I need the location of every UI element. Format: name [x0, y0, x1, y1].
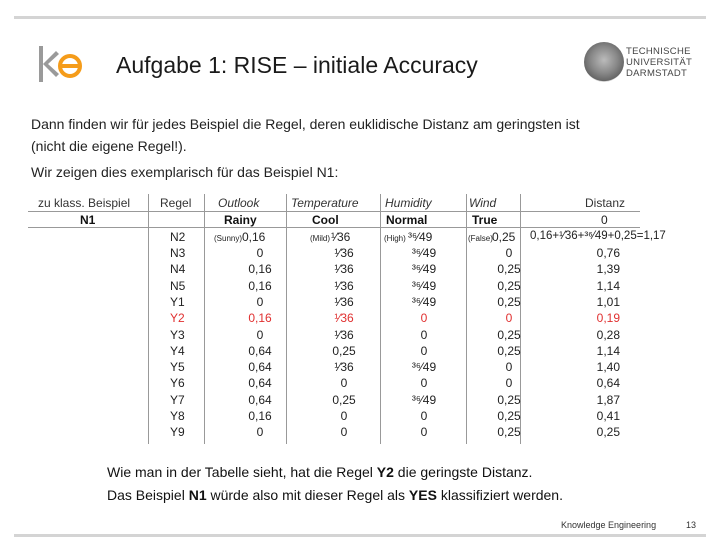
conclusion-line-2	[107, 487, 563, 503]
wind-cell: 0,25	[497, 278, 521, 293]
outlook-cell: 0,64	[248, 360, 272, 375]
temperature-cell: ¹⁄36	[334, 311, 354, 326]
wind-cell: 0	[505, 360, 513, 375]
distance-cell: 0,19	[596, 311, 620, 326]
humidity-annotation: (High)	[384, 234, 406, 243]
temperature-cell: ¹⁄36	[334, 327, 354, 342]
wind-cell: 0,25	[497, 343, 521, 358]
distance-cell: 1,39	[596, 262, 620, 277]
example-distance: 0	[601, 213, 608, 227]
rule-cell: Y9	[170, 425, 185, 440]
example-outlook: Rainy	[224, 213, 257, 227]
example-temperature: Cool	[312, 213, 339, 227]
wind-cell: 0,25	[497, 425, 521, 440]
header-temperature: Temperature	[291, 196, 359, 210]
conclusion-text: würde also mit dieser Regel als	[206, 487, 409, 503]
temperature-annotation: (Mild)	[310, 234, 330, 243]
temperature-cell: ¹⁄36	[334, 360, 354, 375]
example-divider	[28, 227, 640, 228]
tu-darmstadt-logo	[584, 40, 708, 90]
temperature-cell: ¹⁄36	[331, 230, 351, 244]
outlook-cell: 0,64	[248, 376, 272, 391]
rule-cell: N2	[170, 230, 186, 244]
humidity-cell: 0	[420, 409, 428, 423]
outlook-cell: 0,16	[242, 230, 266, 244]
example-wind: True	[472, 213, 498, 227]
column-divider	[148, 194, 149, 444]
outlook-cell: 0	[256, 246, 264, 260]
humidity-cell: ³⁶⁄49	[411, 392, 437, 407]
humidity-cell: ³⁶⁄49	[411, 262, 437, 277]
header-outlook: Outlook	[218, 196, 260, 210]
humidity-cell: 0	[420, 343, 428, 358]
humidity-cell: ³⁶⁄49	[411, 294, 437, 309]
temperature-cell: 0	[340, 376, 348, 391]
university-seal-icon	[584, 42, 624, 82]
temperature-cell: ¹⁄36	[334, 278, 354, 293]
temperature-cell: ¹⁄36	[334, 262, 354, 277]
header-distance: Distanz	[585, 196, 626, 210]
conclusion-line-1	[107, 464, 532, 480]
ke-logo	[36, 44, 86, 84]
conclusion-rule: Y2	[376, 464, 394, 480]
rule-cell: Y3	[170, 327, 185, 342]
rule-cell: N5	[170, 278, 186, 293]
temperature-cell: 0,25	[332, 343, 356, 358]
distance-cell: 1,14	[596, 343, 620, 358]
humidity-cell: ³⁶⁄49	[408, 230, 433, 244]
top-bar	[14, 16, 706, 19]
humidity-cell: ³⁶⁄49	[411, 246, 437, 260]
example-humidity: Normal	[386, 213, 428, 227]
distance-cell: 0,28	[596, 327, 620, 342]
distance-formula: 0,16+¹⁄36+³⁶⁄49+0,25=1,17	[530, 230, 666, 242]
wind-annotation: (False)	[468, 234, 493, 243]
wind-cell: 0	[505, 311, 513, 326]
rule-cell: N4	[170, 262, 186, 277]
rule-cell: Y7	[170, 392, 185, 407]
distance-table	[28, 194, 666, 446]
distance-cell: 1,01	[596, 294, 620, 309]
humidity-cell: ³⁶⁄49	[411, 278, 437, 293]
wind-cell: 0	[505, 246, 513, 260]
humidity-cell: 0	[420, 311, 428, 326]
wind-cell: 0,25	[497, 294, 521, 309]
conclusion-example: N1	[188, 487, 207, 503]
conclusion-text: klassifiziert werden.	[436, 487, 563, 503]
column-divider	[466, 194, 467, 444]
humidity-cell: ³⁶⁄49	[411, 360, 437, 375]
page-number: 13	[686, 520, 697, 530]
page-title: Aufgabe 1: RISE – initiale Accuracy	[116, 52, 478, 78]
temperature-cell: 0	[340, 425, 348, 440]
outlook-cell: 0,16	[248, 278, 272, 293]
footer-label: Knowledge Engineering	[561, 520, 657, 530]
distance-cell: 0,76	[596, 246, 620, 260]
humidity-cell: 0	[420, 425, 428, 440]
outlook-annotation: (Sunny)	[214, 234, 243, 243]
outlook-cell: 0	[256, 425, 264, 440]
distance-cell: 0,64	[596, 376, 620, 391]
temperature-cell: 0,25	[332, 392, 356, 407]
intro-line-2: (nicht die eigene Regel!).	[31, 138, 187, 154]
outlook-cell: 0,16	[248, 262, 272, 277]
distance-cell: 0,41	[596, 409, 620, 423]
tu-logo-line2: UNIVERSITÄT	[626, 57, 693, 68]
intro-line-1: Dann finden wir für jedes Beispiel die Regel, deren euklidische Distanz am geringsten ist	[31, 116, 580, 132]
temperature-cell: ¹⁄36	[334, 294, 354, 309]
wind-cell: 0,25	[497, 327, 521, 342]
wind-cell: 0,25	[492, 230, 516, 244]
rule-cell: N3	[170, 246, 186, 260]
header-wind: Wind	[469, 196, 497, 210]
conclusion-text: die geringste Distanz.	[393, 464, 533, 480]
intro-line-3: Wir zeigen dies exemplarisch für das Beispiel N1:	[31, 164, 339, 180]
humidity-cell: 0	[420, 376, 428, 391]
outlook-cell: 0,64	[248, 392, 272, 407]
rule-cell: Y8	[170, 409, 185, 423]
conclusion-text: Wie man in der Tabelle sieht, hat die Regel	[107, 464, 377, 480]
wind-cell: 0,25	[497, 262, 521, 277]
header-divider	[28, 211, 640, 212]
header-example: zu klass. Beispiel	[38, 196, 131, 210]
outlook-cell: 0,64	[248, 343, 272, 358]
outlook-cell: 0,16	[248, 311, 272, 326]
distance-cell: 0,25	[596, 425, 620, 440]
wind-cell: 0	[505, 376, 513, 391]
outlook-cell: 0	[256, 294, 264, 309]
distance-cell: 1,40	[596, 360, 620, 375]
column-divider	[380, 194, 381, 444]
outlook-cell: 0	[256, 327, 264, 342]
rule-cell: Y2	[170, 311, 185, 326]
rule-cell: Y4	[170, 343, 185, 358]
tu-logo-line3: DARMSTADT	[626, 68, 688, 79]
outlook-cell: 0,16	[248, 409, 272, 423]
column-divider	[204, 194, 205, 444]
conclusion-class: YES	[408, 487, 437, 503]
wind-cell: 0,25	[497, 409, 521, 423]
conclusion-text: Das Beispiel	[107, 487, 189, 503]
rule-cell: Y5	[170, 360, 185, 375]
distance-cell: 1,14	[596, 278, 620, 293]
rule-cell: Y1	[170, 294, 185, 309]
bottom-bar	[14, 534, 706, 537]
humidity-cell: 0	[420, 327, 428, 342]
rule-cell: Y6	[170, 376, 185, 391]
wind-cell: 0,25	[497, 392, 521, 407]
header-rule: Regel	[160, 196, 192, 210]
header-humidity: Humidity	[385, 196, 432, 210]
example-name: N1	[80, 213, 96, 227]
temperature-cell: ¹⁄36	[334, 246, 354, 260]
tu-logo-line1: TECHNISCHE	[626, 46, 691, 57]
temperature-cell: 0	[340, 409, 348, 423]
distance-cell: 1,87	[596, 392, 620, 407]
